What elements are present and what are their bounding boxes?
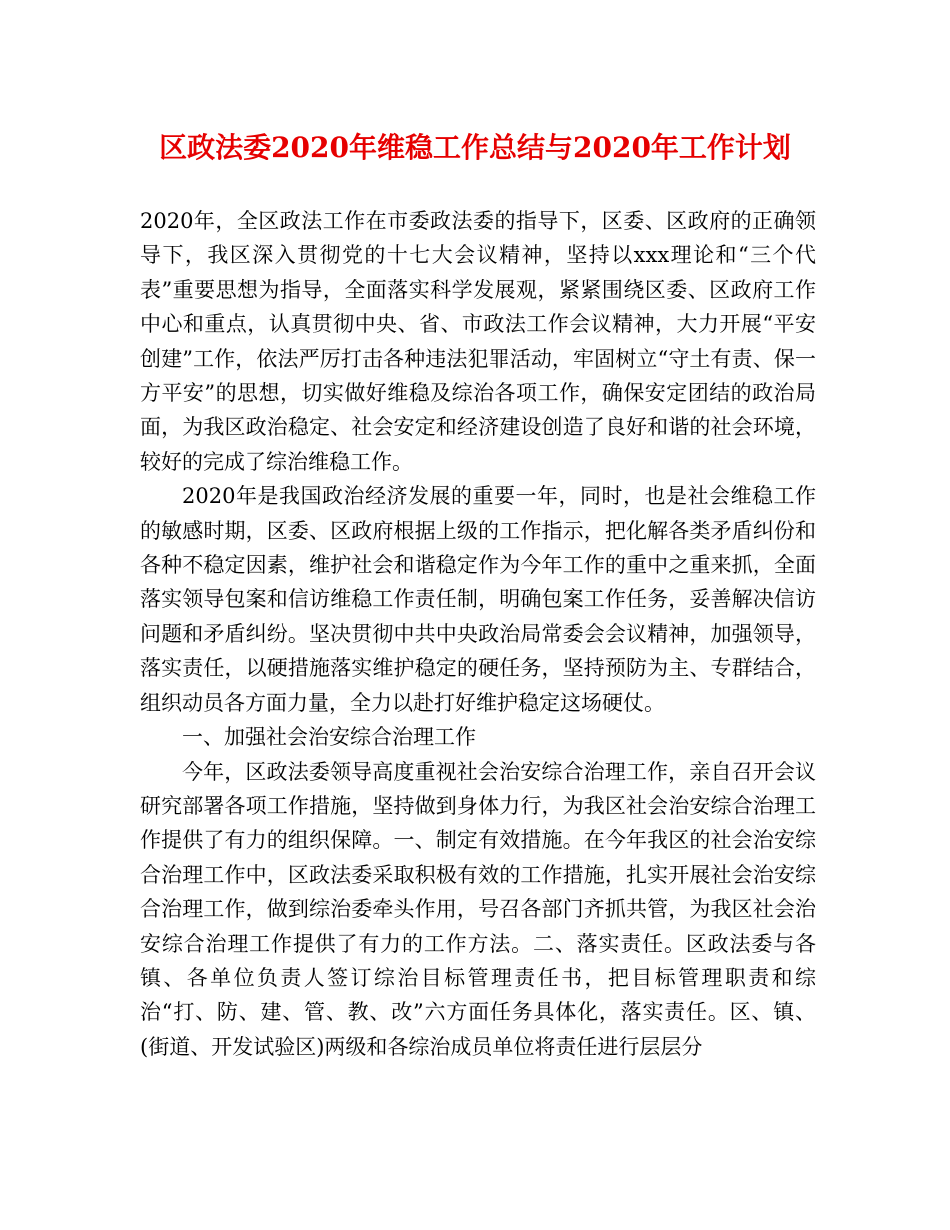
- section-heading: 一、加强社会治安综合治理工作: [182, 725, 476, 750]
- body-paragraph: 2020年是我国政治经济发展的重要一年，同时，也是社会维稳工作的敏感时期，区委、区政府根据上级的工作指示，把化解各类矛盾纠份和各种不稳定因素，维护社会和谐稳定作为今年工作的重中之重来抓，全面落实领导包案和信访维稳工作责任制，明确包案工作任务，妥善解决信访问题和矛盾纠纷。坚决贯彻中共中央政治局常委会会议精神，加强领导，落实责任，以硬措施落实维护稳定的硬任务，坚持预防为主、专群结合，组织动员各方面力量，全力以赴打好维护稳定这场硬仗。: [140, 484, 816, 715]
- document-body: [140, 204, 816, 1064]
- body-paragraph: 今年，区政法委领导高度重视社会治安综合治理工作，亲自召开会议研究部署各项工作措施，坚持做到身体力行，为我区社会治安综合治理工作提供了有力的组织保障。一、制定有效措施。在今年我区的社会治安综合治理工作中，区政法委采取积极有效的工作措施，扎实开展社会治安综合治理工作，做到综治委牵头作用，号召各部门齐抓共管，为我区社会治安综合治理工作提供了有力的工作方法。二、落实责任。区政法委与各镇、各单位负责人签订综治目标管理责任书，把目标管理职责和综治“打、防、建、管、教、改”六方面任务具体化，落实责任。区、镇、(街道、开发试验区)两级和各综治成员单位将责任进行层层分: [140, 759, 816, 1059]
- body-paragraph: 2020年，全区政法工作在市委政法委的指导下，区委、区政府的正确领导下，我区深入贯彻党的十七大会议精神，坚持以xxx理论和“三个代表”重要思想为指导，全面落实科学发展观，紧紧围绕区委、区政府工作中心和重点，认真贯彻中央、省、市政法工作会议精神，大力开展“平安创建”工作，依法严厉打击各种违法犯罪活动，牢固树立“守土有责、保一方平安”的思想，切实做好维稳及综治各项工作，确保安定团结的政治局面，为我区政治稳定、社会安定和经济建设创造了良好和谐的社会环境，较好的完成了综治维稳工作。: [140, 209, 816, 474]
- document-title: 区政法委2020年维稳工作总结与2020年工作计划: [159, 131, 791, 164]
